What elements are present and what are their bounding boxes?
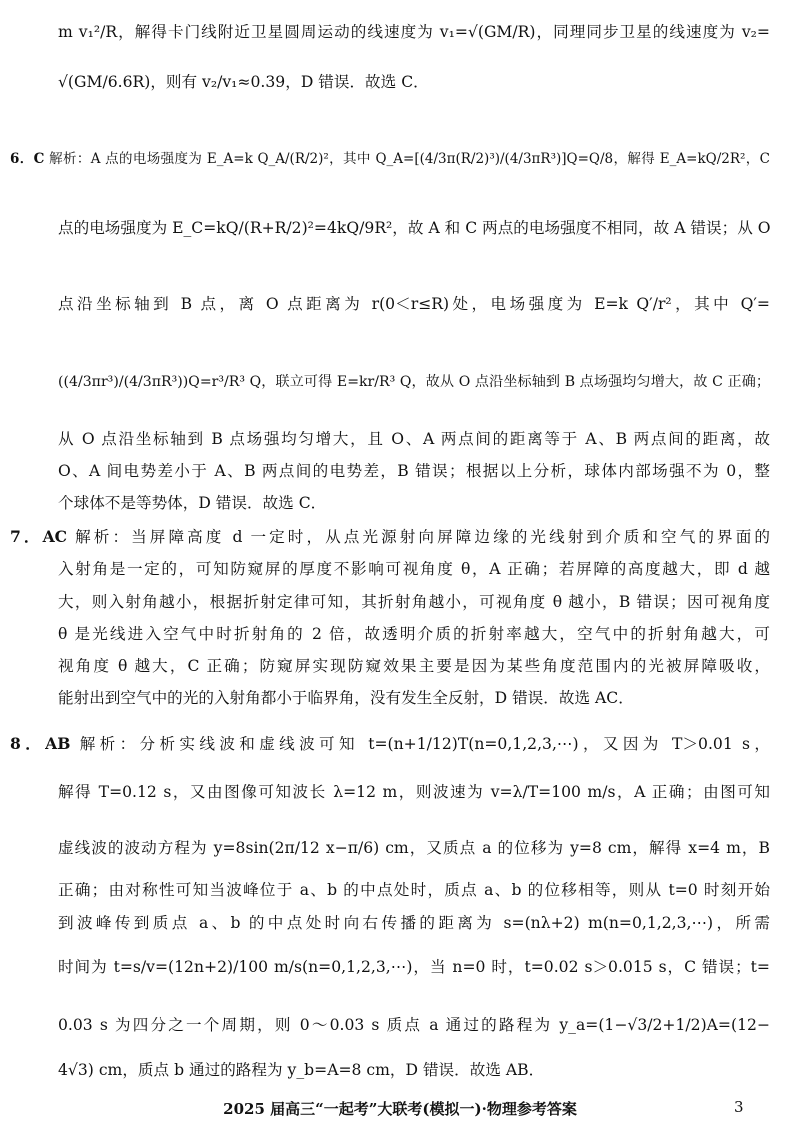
text-line: 视角度 θ 越大，C 正确；防窥屏实现防窥效果主要是因为某些角度范围内的光被屏障吸收， <box>58 657 770 675</box>
text-line: 解析：分析实线波和虚线波可知 t=(n+1/12)T(n=0,1,2,3,⋯)，又因为 T＞0.01 s， <box>79 735 770 753</box>
text-line: m v₁²/R，解得卡门线附近卫星圆周运动的线速度为 v₁=√(GM/R)，同理同步卫星的线速度为 v₂= <box>58 23 770 41</box>
text-line: 解得 T=0.12 s，又由图像可知波长 λ=12 m，则波速为 v=λ/T=100 m/s，A 正确；由图可知 <box>58 783 770 801</box>
text-line: 0.03 s 为四分之一个周期，则 0～0.03 s 质点 a 通过的路程为 y_a=(1−√3/2+1/2)A=(12− <box>58 1016 770 1034</box>
page-number: 3 <box>734 1098 744 1116</box>
question-number: 6．C <box>10 151 45 167</box>
text-line: 能射出到空气中的光的入射角都小于临界角，没有发生全反射，D 错误．故选 AC． <box>58 689 634 707</box>
text-line: 虚线波的波动方程为 y=8sin(2π/12 x−π/6) cm，又质点 a 的位移为 y=8 cm，解得 x=4 m，B <box>58 839 770 857</box>
text-line: 个球体不是等势体，D 错误．故选 C． <box>58 494 327 512</box>
text-line: ((4/3πr³)/(4/3πR³))Q=r³/R³ Q，联立可得 E=kr/R³ Q，故从 O 点沿坐标轴到 B 点场强均匀增大，故 C 正确； <box>58 374 770 390</box>
text-line: 点的电场强度为 E_C=kQ/(R+R/2)²=4kQ/9R²，故 A 和 C 两点的电场强度不相同，故 A 错误；从 O <box>58 219 771 237</box>
text-line: θ 是光线进入空气中时折射角的 2 倍，故透明介质的折射率越大，空气中的折射角越大，可 <box>58 625 770 643</box>
text-line: 解析：A 点的电场强度为 E_A=k Q_A/(R/2)²，其中 Q_A=[(4/3π(R/2)³)/(4/3πR³)]Q=Q/8，解得 E_A=kQ/2R²，C <box>49 151 770 167</box>
footer-title: 2025 届高三“一起考”大联考(模拟一)·物理参考答案 <box>223 1100 577 1118</box>
question-number: 8．AB <box>10 734 71 753</box>
text-line: 大，则入射角越小，根据折射定律可知，其折射角越小，可视角度 θ 越小，B 错误；因可视角度 <box>58 593 770 611</box>
text-line: 解析：当屏障高度 d 一定时，从点光源射向屏障边缘的光线射到介质和空气的界面的 <box>75 528 770 546</box>
text-line: 到波峰传到质点 a、b 的中点处时向右传播的距离为 s=(nλ+2) m(n=0,1,2,3,⋯)，所需 <box>58 914 770 932</box>
text-line: O、A 间电势差小于 A、B 两点间的电势差，B 错误；根据以上分析，球体内部场强不为 0，整 <box>58 462 770 480</box>
text-line: 时间为 t=s/v=(12n+2)/100 m/s(n=0,1,2,3,⋯)，当 n=0 时，t=0.02 s＞0.015 s，C 错误；t= <box>58 958 770 976</box>
question-number: 7．AC <box>10 527 68 546</box>
text-line: 点沿坐标轴到 B 点，离 O 点距离为 r(0＜r≤R)处，电场强度为 E=k Q′/r²，其中 Q′= <box>58 295 770 313</box>
answer-first-line <box>10 527 770 547</box>
text-line: 4√3) cm，质点 b 通过的路程为 y_b=A=8 cm，D 错误．故选 AB． <box>58 1061 545 1079</box>
text-line: 从 O 点沿坐标轴到 B 点场强均匀增大，且 O、A 两点间的距离等于 A、B 两点间的距离，故 <box>58 430 770 448</box>
answer-first-line <box>10 149 770 169</box>
text-line: 正确；由对称性可知当波峰位于 a、b 的中点处时，质点 a、b 的位移相等，则从 t=0 时刻开始 <box>58 881 770 899</box>
text-line: √(GM/6.6R)，则有 v₂/v₁≈0.39，D 错误．故选 C． <box>58 73 429 91</box>
text-line: 入射角是一定的，可知防窥屏的厚度不影响可视角度 θ，A 正确；若屏障的高度越大，即 d 越 <box>58 560 770 578</box>
answer-first-line <box>10 734 770 754</box>
